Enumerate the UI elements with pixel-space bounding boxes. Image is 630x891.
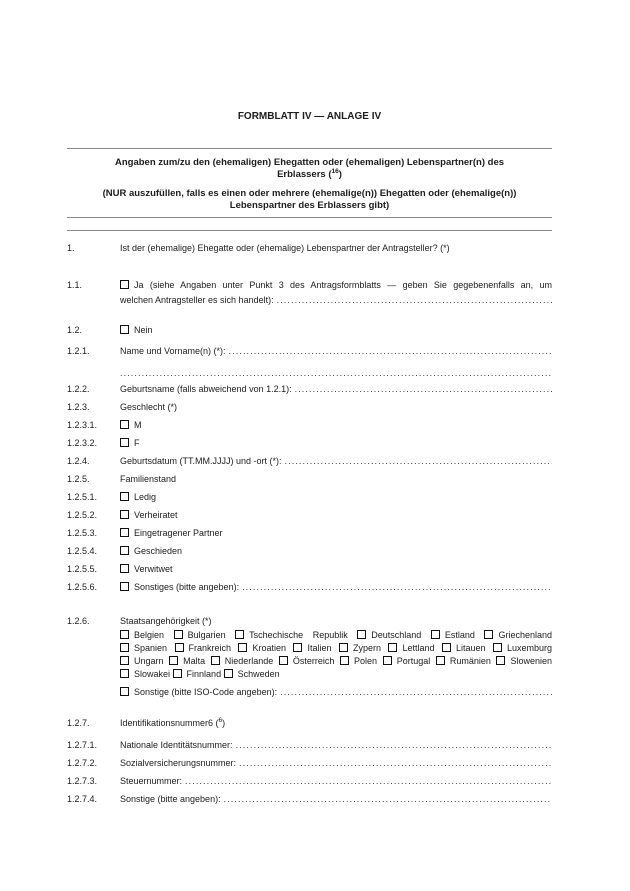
country-label: Deutschland [371, 630, 422, 640]
country-option[interactable] [442, 643, 486, 653]
footnote-ref-16: 16 [331, 167, 339, 175]
form-item-1-2-5-2 [67, 508, 552, 523]
checkbox-country[interactable] [120, 630, 129, 639]
item-number: 1.2.2. [67, 384, 90, 394]
item-number: 1.2.4. [67, 456, 90, 466]
form-item-1-2-2 [67, 382, 552, 397]
fill-line-antragsteller[interactable] [277, 293, 552, 308]
item-number: 1.2.3. [67, 402, 90, 412]
country-label: Slowenien [510, 656, 552, 666]
fill-instruction-note [67, 188, 552, 212]
form-item-1-2-5-4 [67, 544, 552, 559]
fill-line-sozialversicherungsnummer[interactable] [239, 756, 552, 771]
section-heading-line2: Erblassers ($^{16}$) [277, 167, 342, 180]
checkbox-country[interactable] [173, 669, 182, 678]
item-number: 1.2.7.1. [67, 740, 98, 750]
country-label: Griechenland [498, 630, 552, 640]
form-item-1-1 [67, 278, 552, 308]
country-option[interactable] [279, 656, 335, 666]
form-item-1-2-7-1 [67, 738, 552, 753]
item-number: 1.2.5.6. [67, 582, 98, 592]
item-number: 1.2.5.5. [67, 564, 98, 574]
checkbox-country[interactable] [279, 656, 288, 665]
country-option[interactable] [169, 656, 205, 666]
form-item-1-2-5-5 [67, 562, 552, 577]
country-label: Luxemburg [506, 643, 552, 653]
country-option[interactable] [120, 669, 170, 679]
country-option[interactable] [388, 643, 434, 653]
form-item-1-2 [67, 323, 552, 338]
country-option[interactable] [120, 630, 164, 640]
country-option[interactable] [339, 643, 381, 653]
checkbox-country[interactable] [340, 656, 349, 665]
form-item-1-2-4 [67, 454, 552, 469]
section-heading [67, 157, 552, 181]
checkbox-country[interactable] [431, 630, 440, 639]
checkbox-geschieden[interactable] [120, 546, 129, 555]
country-label: Slowakei [134, 669, 171, 679]
checkbox-country[interactable] [388, 643, 397, 652]
country-option[interactable] [357, 630, 421, 640]
checkbox-verwitwet[interactable] [120, 564, 129, 573]
item-number: 1.2.7.2. [67, 758, 98, 768]
form-item-1-2-5-6 [67, 580, 552, 595]
country-option[interactable] [120, 643, 167, 653]
checkbox-ja[interactable] [120, 280, 129, 289]
country-option[interactable] [174, 630, 226, 640]
item-label: Geschlecht (*) [120, 402, 178, 412]
checkbox-country[interactable] [235, 630, 244, 639]
fill-line-name-vorname-2[interactable] [120, 366, 552, 381]
country-option[interactable] [496, 656, 552, 666]
country-label: Schweden [237, 669, 280, 679]
item-label: Verwitwet [134, 564, 173, 574]
country-label: Rumänien [449, 656, 491, 666]
item-number: 1.2.5.1. [67, 492, 98, 502]
checkbox-country[interactable] [496, 656, 505, 665]
item-number: 1.2.5. [67, 474, 90, 484]
country-label: Zypern [352, 643, 381, 653]
checkbox-country[interactable] [339, 643, 348, 652]
form-item-1-2-7 [67, 716, 552, 731]
country-label: Spanien [134, 643, 168, 653]
item-label: Geburtsname (falls abweichend von 1.2.1): [120, 384, 292, 394]
nationality-options [67, 629, 552, 681]
form-item-1-2-3-2 [67, 436, 552, 451]
country-option[interactable] [340, 656, 377, 666]
checkbox-country[interactable] [174, 630, 183, 639]
checkbox-nein[interactable] [120, 325, 129, 334]
country-option[interactable] [493, 643, 552, 653]
country-label: Kroatien [252, 643, 287, 653]
item-label: M [134, 420, 142, 430]
fill-line-sonstiges-familienstand[interactable] [242, 580, 552, 595]
country-label: Niederlande [224, 656, 274, 666]
footnote-ref-6: 6 [218, 717, 223, 724]
item-label: Sonstiges (bitte angeben): [120, 580, 239, 595]
country-label: Ungarn [134, 656, 164, 666]
form-item-1-2-3-1 [67, 418, 552, 433]
checkbox-m[interactable] [120, 420, 129, 429]
country-label: Österreich [292, 656, 335, 666]
checkbox-country[interactable] [120, 643, 129, 652]
checkbox-country[interactable] [493, 643, 502, 652]
checkbox-f[interactable] [120, 438, 129, 447]
country-label: Polen [354, 656, 378, 666]
fill-line-steuernummer[interactable] [185, 774, 552, 789]
item-number: 1.2.7. [67, 718, 90, 728]
item-number: 1.2.3.2. [67, 438, 98, 448]
item-label: Nein [134, 325, 153, 335]
country-label: Litauen [455, 643, 486, 653]
country-option[interactable] [431, 630, 475, 640]
item-label: Geschieden [134, 546, 183, 556]
item-label: Ist der (ehemalige) Ehegatte oder (ehemalige) Lebenspartner der Antragsteller? (*) [120, 243, 450, 253]
item-label: Sonstige (bitte angeben): [120, 794, 221, 804]
checkbox-country[interactable] [383, 656, 392, 665]
fill-instruction-line1: (NUR auszufüllen, falls es einen oder mehrere (ehemalige(n)) Ehegatten oder (ehemalige(n)) [102, 188, 517, 199]
checkbox-sonstige-iso[interactable] [120, 687, 129, 696]
form-item-1-2-5 [67, 472, 552, 487]
country-checkbox-list [120, 629, 552, 681]
divider-section-top [67, 230, 552, 231]
item-number: 1.2.6. [67, 616, 90, 626]
item-label: Name und Vorname(n) (*): [120, 346, 226, 356]
checkbox-country[interactable] [211, 656, 220, 665]
item-label: Identifikationsnummer6 ($^6$) [120, 717, 226, 728]
country-label: Malta [183, 656, 206, 666]
country-label: Tschechische Republik [249, 630, 348, 640]
item-label: Familienstand [120, 474, 177, 484]
checkbox-country[interactable] [224, 669, 233, 678]
form-item-1-2-1 [67, 344, 552, 359]
checkbox-country[interactable] [484, 630, 493, 639]
country-label: Italien [307, 643, 332, 653]
country-label: Portugal [396, 656, 431, 666]
country-option[interactable] [211, 656, 274, 666]
item-label: Sozialversicherungsnummer: [120, 758, 237, 768]
checkbox-country[interactable] [175, 643, 184, 652]
checkbox-country[interactable] [293, 643, 302, 652]
item-number: 1.2.5.3. [67, 528, 98, 538]
country-label: Belgien [134, 630, 165, 640]
item-label: Verheiratet [134, 510, 178, 520]
checkbox-verheiratet[interactable] [120, 510, 129, 519]
section-heading-line1: Angaben zum/zu den (ehemaligen) Ehegatten oder (ehemaligen) Lebenspartner(n) des [114, 157, 505, 168]
country-option[interactable] [484, 630, 552, 640]
divider-top [67, 148, 552, 149]
item-number: 1.2. [67, 325, 83, 335]
item-number: 1.2.5.4. [67, 546, 98, 556]
form-item-1-2-6-other [67, 685, 552, 700]
checkbox-ledig[interactable] [120, 492, 129, 501]
item-label: Staatsangehörigkeit (*) [120, 616, 212, 626]
fill-line-iso-code[interactable] [280, 685, 552, 700]
checkbox-country[interactable] [120, 669, 129, 678]
form-item-1-2-6 [67, 614, 552, 629]
country-option[interactable] [383, 656, 431, 666]
item-number: 1.2.7.3. [67, 776, 98, 786]
form-item-1-2-7-3 [67, 774, 552, 789]
checkbox-country[interactable] [120, 656, 129, 665]
item-label: Eingetragener Partner [134, 528, 223, 538]
checkbox-country[interactable] [442, 643, 451, 652]
item-label: F [134, 438, 140, 448]
country-option[interactable] [293, 643, 331, 653]
item-label: Nationale Identitätsnummer: [120, 740, 233, 750]
country-label: Lettland [402, 643, 435, 653]
country-option[interactable] [173, 669, 222, 679]
divider-header-bottom [67, 217, 552, 218]
country-label: Finnland [186, 669, 222, 679]
checkbox-sonstiges-familienstand[interactable] [120, 582, 129, 591]
item-number: 1.2.3.1. [67, 420, 98, 430]
form-item-1-2-7-2 [67, 756, 552, 771]
checkbox-country[interactable] [238, 643, 247, 652]
form-item-1-2-5-1 [67, 490, 552, 505]
item-label: Geburtsdatum (TT.MM.JJJJ) und -ort (*): [120, 456, 282, 466]
item-number: 1.2.7.4. [67, 794, 98, 804]
checkbox-country[interactable] [436, 656, 445, 665]
checkbox-country[interactable] [357, 630, 366, 639]
item-number: 1.2.1. [67, 346, 90, 356]
country-option[interactable] [436, 656, 491, 666]
form-item-1-2-1-continuation [67, 366, 552, 381]
country-option[interactable] [120, 656, 164, 666]
country-label: Bulgarien [187, 630, 226, 640]
item-number: 1.2.5.2. [67, 510, 98, 520]
fill-line-name-vorname[interactable] [229, 344, 552, 359]
form-item-1 [67, 241, 552, 256]
item-label: Steuernummer: [120, 776, 183, 786]
form-item-1-2-7-4 [67, 792, 552, 807]
country-option[interactable] [224, 669, 280, 679]
fill-line-geburtsdatum-ort[interactable] [285, 454, 552, 469]
checkbox-country[interactable] [169, 656, 178, 665]
form-title: FORMBLATT IV — ANLAGE IV [237, 111, 382, 122]
form-content [67, 0, 552, 807]
fill-line-geburtsname[interactable] [295, 382, 552, 397]
fill-line-identitaetsnummer[interactable] [236, 738, 552, 753]
country-option[interactable] [175, 643, 232, 653]
item-label-line1: Ja (siehe Angaben unter Punkt 3 des Antragsformblatts — geben Sie gegebenenfalls an, um [120, 278, 552, 293]
fill-instruction-line2: Lebenspartner des Erblassers gibt) [229, 200, 390, 211]
country-option[interactable] [238, 643, 286, 653]
country-label: Estland [444, 630, 475, 640]
form-item-1-2-5-3 [67, 526, 552, 541]
item-label: Ledig [134, 492, 157, 502]
item-number: 1. [67, 243, 75, 253]
country-option[interactable] [235, 630, 348, 640]
form-item-1-2-3 [67, 400, 552, 415]
fill-line-sonstige-nummer[interactable] [224, 792, 552, 807]
item-number: 1.1. [67, 280, 83, 290]
checkbox-eingetragener-partner[interactable] [120, 528, 129, 537]
item-label: Sonstige (bitte ISO-Code angeben): [120, 685, 277, 700]
country-label: Frankreich [188, 643, 232, 653]
item-label-line2: welchen Antragsteller es sich handelt): [120, 295, 274, 305]
